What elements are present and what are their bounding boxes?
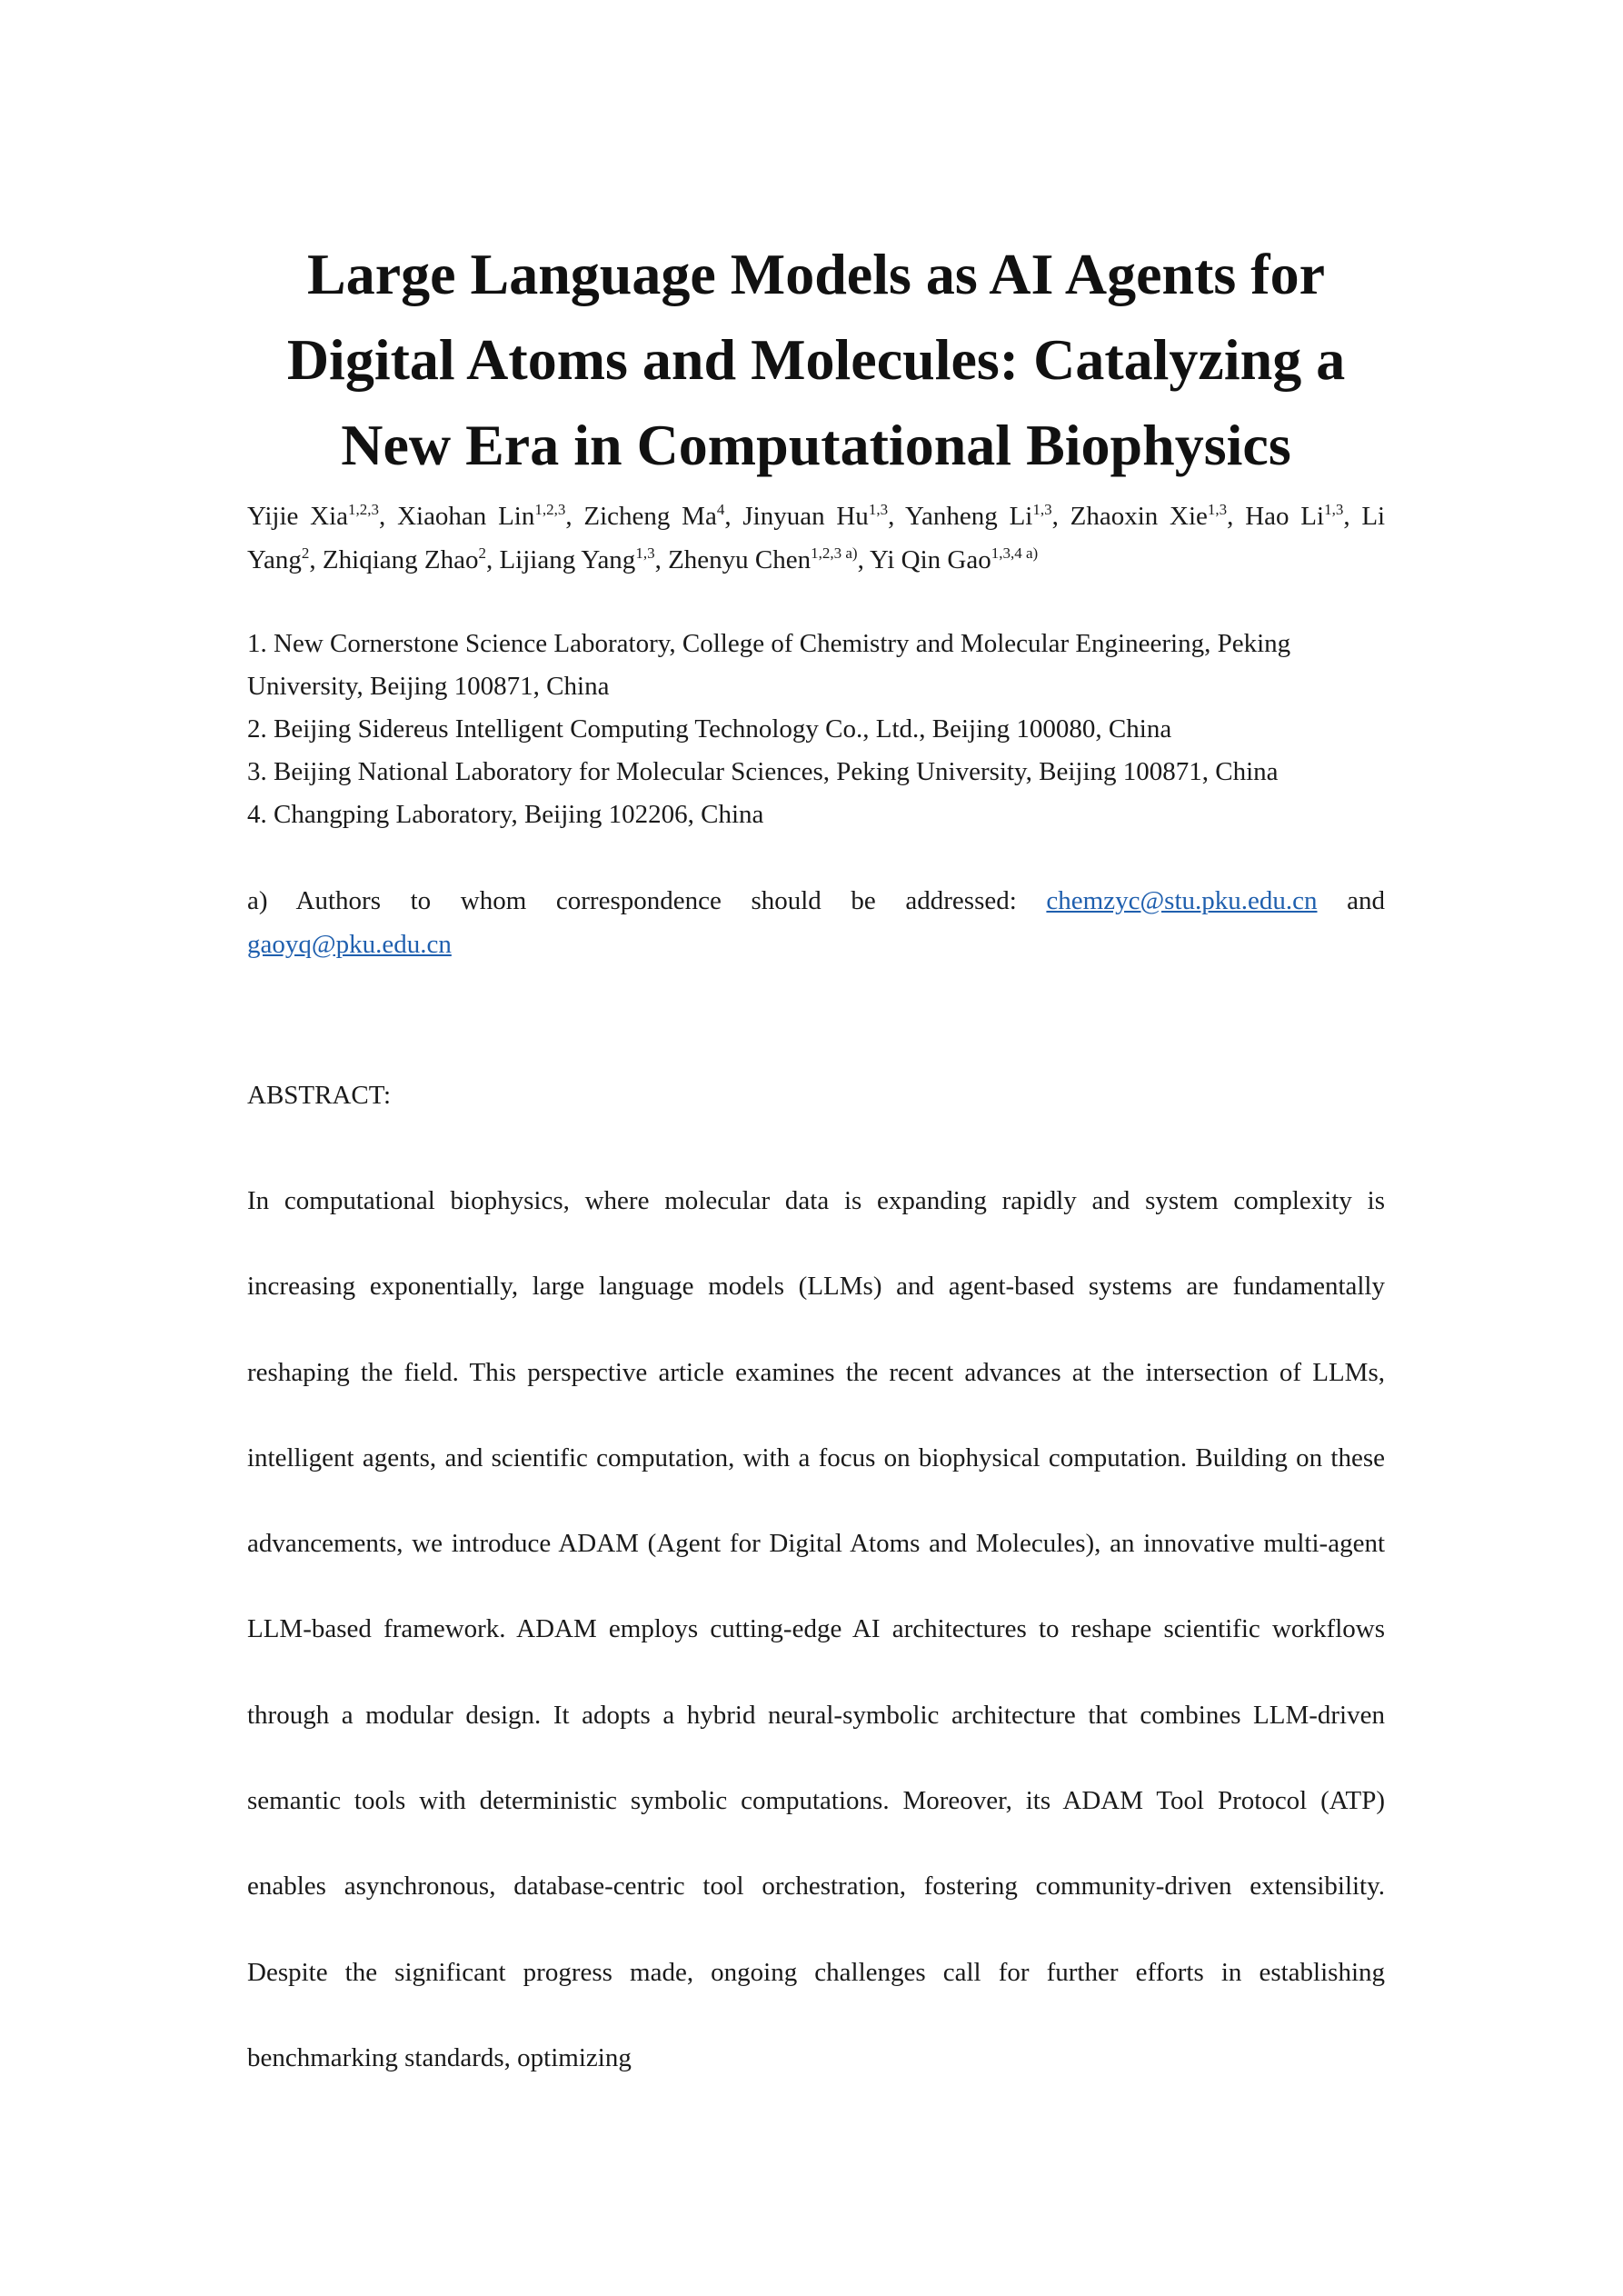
paper-title (247, 232, 1385, 488)
author-separator: , (1227, 502, 1246, 531)
author (870, 545, 1038, 574)
author-separator: , (654, 545, 669, 574)
author-name: Yanheng Li (905, 502, 1033, 531)
author-name: Zicheng Ma (583, 502, 717, 531)
affiliation: 1. New Cornerstone Science Laboratory, College of Chemistry and Molecular Engineering, Peking University, Beijing 100871, China (247, 629, 1291, 701)
author-name: Li Yang (247, 502, 1386, 574)
correspondence-note (247, 879, 1385, 966)
author-affiliation-marker: 1,3 (1207, 501, 1228, 518)
author (1070, 502, 1246, 531)
author-affiliation-marker: 2 (301, 544, 310, 562)
author-affiliation-marker: 4 (716, 501, 725, 518)
affiliation-list (247, 623, 1385, 836)
author-separator: , (1343, 502, 1362, 531)
author-name: Zhenyu Chen (668, 545, 812, 574)
author-separator: , (1051, 502, 1070, 531)
affiliation: 2. Beijing Sidereus Intelligent Computing Technology Co., Ltd., Beijing 100080, China (247, 714, 1172, 744)
author-separator: , (888, 502, 906, 531)
author-affiliation-marker: 1,3 (1032, 501, 1052, 518)
title-line: Digital Atoms and Molecules: Catalyzing a (286, 327, 1346, 392)
author-affiliation-marker: 1,3 (1324, 501, 1344, 518)
author (247, 502, 397, 531)
author (905, 502, 1070, 531)
author-name: Jinyuan Hu (742, 502, 869, 531)
email-link-chemzyc[interactable]: chemzyc@stu.pku.edu.cn (1046, 886, 1318, 915)
author-name: Yijie Xia (247, 502, 349, 531)
author-list (247, 494, 1385, 582)
author-name: Yi Qin Gao (870, 545, 991, 574)
author-name: Lijiang Yang (499, 545, 636, 574)
correspondence-joiner: and (1317, 886, 1385, 915)
author-affiliation-marker: 2 (478, 544, 486, 562)
author-separator: , (485, 545, 500, 574)
affiliation: 3. Beijing National Laboratory for Molecular Sciences, Peking University, Beijing 100871, China (247, 757, 1279, 786)
author-separator: , (309, 545, 323, 574)
title-line: New Era in Computational Biophysics (341, 413, 1291, 477)
title-line: Large Language Models as AI Agents for (307, 242, 1325, 306)
author-name: Xiaohan Lin (397, 502, 535, 531)
author-name: Hao Li (1245, 502, 1325, 531)
author (583, 502, 742, 531)
email-link-gaoyq[interactable]: gaoyq@pku.edu.cn (247, 930, 452, 959)
author-name: Zhiqiang Zhao (322, 545, 479, 574)
affiliation: 4. Changping Laboratory, Beijing 102206, China (247, 800, 764, 829)
author-affiliation-marker: 1,2,3 (534, 501, 566, 518)
abstract-heading: ABSTRACT: (247, 1081, 392, 1110)
author-affiliation-marker: 1,3 (868, 501, 889, 518)
author (1245, 502, 1361, 531)
abstract-body: In computational biophysics, where molecular data is expanding rapidly and system complexity is increasing exponentially, large language models (LLMs) and agent-based systems are fundamentally reshaping the field. This perspective article examines the recent advances at the intersection of LLMs, intelligent agents, and scientific computation, with a focus on biophysical computation. Building on these advancements, we introduce ADAM (Agent for Digital Atoms and Molecules), an innovative multi-agent LLM-based framework. ADAM employs cutting-edge AI architectures to reshape scientific workflows through a modular design. It adopts a hybrid neural-symbolic architecture that combines LLM-driven semantic tools with deterministic symbolic computations. Moreover, its ADAM Tool Protocol (ATP) enables asynchronous, database-centric tool orchestration, fostering community-driven extensibility. Despite the significant progress made, ongoing challenges call for further efforts in establishing benchmarking standards, optimizing (247, 1186, 1385, 2072)
correspondence-text: a) Authors to whom correspondence should be addressed: (247, 886, 1047, 915)
author-separator: , (724, 502, 743, 531)
author-affiliation-marker: 1,3,4 a) (991, 544, 1039, 562)
author (668, 545, 870, 574)
author-separator: , (857, 545, 871, 574)
author (742, 502, 905, 531)
author (323, 545, 500, 574)
author-name: Zhaoxin Xie (1070, 502, 1208, 531)
author-affiliation-marker: 1,2,3 a) (811, 544, 858, 562)
author-separator: , (379, 502, 398, 531)
author-affiliation-marker: 1,2,3 (348, 501, 380, 518)
author (397, 502, 583, 531)
author-separator: , (565, 502, 584, 531)
author (499, 545, 668, 574)
author-affiliation-marker: 1,3 (635, 544, 655, 562)
